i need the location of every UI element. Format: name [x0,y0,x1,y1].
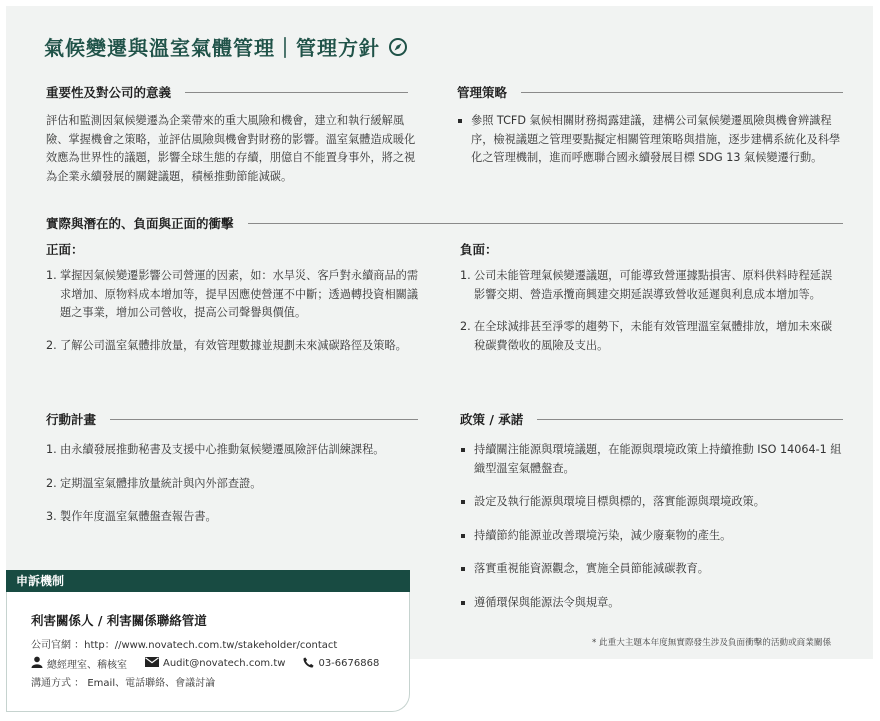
contact-email-text[interactable]: Audit@novatech.com.tw [163,658,286,669]
divider [110,419,418,420]
list-item [46,441,418,460]
item-text: 製作年度溫室氣體盤查報告書。 [60,510,217,523]
divider [521,92,843,93]
item-number: 1. [46,443,57,456]
impacts-heading [46,214,843,232]
divider [248,223,843,224]
grievance-tab: 申訴機制 [6,570,410,592]
list-item: 設定及執行能源與環境目標與標的，落實能源與環境政策。 [460,493,843,512]
mail-icon [145,657,163,670]
item-text: 定期溫室氣體排放量統計與內外部查證。 [60,476,262,490]
page-title-text: 氣候變遷與溫室氣體管理｜管理方針 [44,36,380,60]
significance-heading-text: 重要性及對公司的意義 [46,85,172,100]
item-number: 1. [46,269,57,282]
item-text: 由永續發展推動秘書及支援中心推動氣候變遷風險評估訓練課程。 [60,443,385,456]
strategy-list [457,112,843,168]
contact-phone [303,657,379,671]
list-item: 持續節約能源並改善環境污染，減少廢棄物的產生。 [460,527,843,546]
list-item [46,337,418,356]
person-icon [31,656,47,671]
positive-list [46,267,418,355]
list-item [46,475,418,494]
item-text: 掌握因氣候變遷影響公司營運的因素，如：水旱災、客戶對永續商品的需求增加、原物料成本增加等，提早因應使營運不中斷；透過轉投資相關議題之事業，增加公司營收，提高公司聲譽與價值。 [60,269,419,319]
significance-text: 評估和監測因氣候變遷為企業帶來的重大風險和機會，建立和執行緩解風險、掌握機會之策略，並評估風險與機會對財務的影響。溫室氣體造成暖化效應為世界性的議題，影響全球生態的存續，朋億自不能置身事外，將之視為企業永續發展的關鍵議題，積極推動節能減碳。 [46,114,416,183]
grievance-card [6,570,410,712]
contact-email [145,657,285,670]
footnote: * 此重大主題本年度無實際發生涉及負面衝擊的活動或商業關係 [592,638,832,648]
compass-icon [388,37,408,57]
list-item: 遵循環保與能源法令與規章。 [460,594,843,613]
impacts-heading-text: 實際與潛在的、負面與正面的衝擊 [46,216,234,231]
significance-heading [46,83,408,101]
methods-line: 溝通方式 ： Email、電話聯絡、會議討論 [31,678,216,689]
contact-phone-text[interactable]: 03-6676868 [318,658,380,669]
divider [537,419,843,420]
policy-heading [460,410,843,428]
positive-heading: 正面： [46,242,84,257]
item-number: 2. [46,338,57,352]
list-item: 持續關注能源與環境議題，在能源與環境政策上持續推動 ISO 14064-1 組織型溫室氣體盤查。 [460,441,843,478]
action-plan-heading-text: 行動計畫 [46,412,97,427]
strategy-heading [457,83,843,101]
action-plan-list [46,441,418,527]
list-item [460,267,843,304]
strategy-item: 參照 TCFD 氣候相關財務揭露建議，建構公司氣候變遷風險與機會辨識程序，檢視議題之管理要點擬定相關管理策略與措施，逐步建構系統化及科學化之管理機制，進而呼應聯合國永續發展目標 SDG 13 氣候變遷行動。 [457,112,843,168]
phone-icon [303,657,318,671]
strategy-heading-text: 管理策略 [457,85,508,100]
item-text: 了解公司溫室氣體排放量，有效管理數據並規劃未來減碳路徑及策略。 [60,338,407,352]
contact-line [31,656,397,671]
policy-list [460,441,843,612]
action-plan-heading [46,410,418,428]
item-number: 1. [460,269,471,282]
item-number: 2. [46,476,57,490]
negative-list [460,267,843,355]
website-line [31,636,337,651]
list-item: 落實重視能資源觀念，實施全員節能減碳教育。 [460,560,843,579]
item-text: 公司未能管理氣候變遷議題，可能導致營運據點損害、原料供料時程延誤影響交期、營造承攬商興建交期延誤導致營收延遲與利息成本增加等。 [474,269,833,301]
list-item [460,318,843,355]
website-link[interactable]: 公司官網 ：http：//www.novatech.com.tw/stakeholder/contact [31,640,338,651]
page-title [44,32,408,61]
grievance-title: 利害關係人 / 利害關係聯絡管道 [31,613,207,628]
contact-dept [31,656,127,671]
item-text: 在全球減排甚至淨零的趨勢下，未能有效管理溫室氣體排放，增加未來碳稅碳費徵收的風險及支出。 [474,320,833,352]
policy-heading-text: 政策 / 承諾 [460,412,524,427]
item-number: 3. [46,510,57,523]
negative-heading: 負面： [460,242,498,257]
list-item [46,508,418,527]
contact-dept-text: 總經理室、稽核室 [47,660,127,671]
divider [185,92,408,93]
list-item [46,267,418,323]
item-number: 2. [460,320,471,333]
